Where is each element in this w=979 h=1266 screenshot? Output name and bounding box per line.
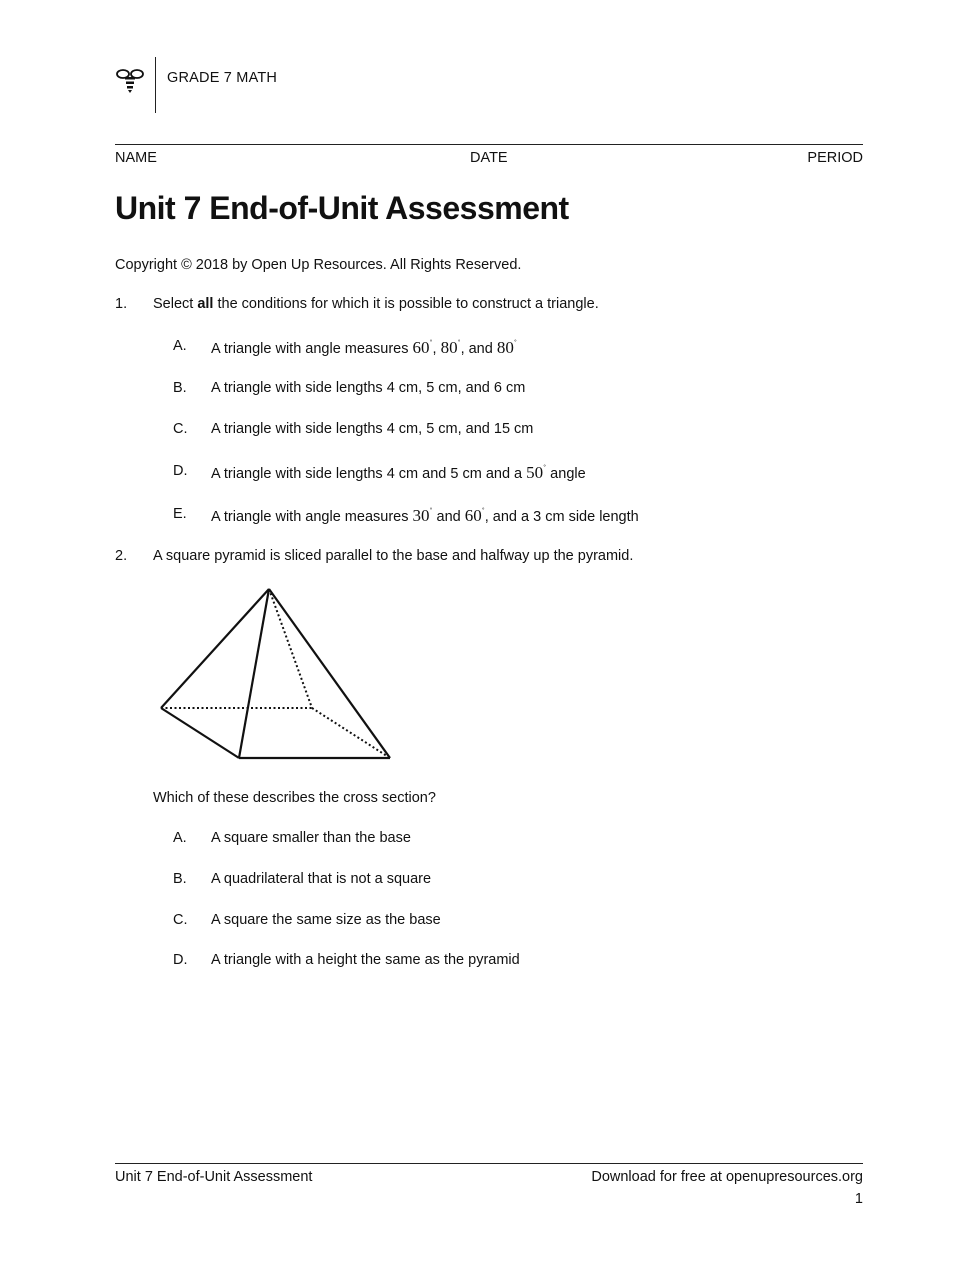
q1-option-e[interactable]: A triangle with angle measures 30˚ and 60˚, and a 3 cm side length xyxy=(211,506,639,525)
name-label: NAME xyxy=(115,150,157,166)
option-letter: A. xyxy=(173,830,187,846)
q1-option-d[interactable]: A triangle with side lengths 4 cm and 5 cm and a 50˚ angle xyxy=(211,463,586,482)
q2-option-d[interactable]: A triangle with a height the same as the pyramid xyxy=(211,952,520,968)
question-1-number: 1. xyxy=(115,296,128,312)
question-2-number: 2. xyxy=(115,548,128,564)
q2-option-b[interactable]: A quadrilateral that is not a square xyxy=(211,871,432,887)
pyramid-solid-edges xyxy=(161,589,390,758)
page-title: Unit 7 End-of-Unit Assessment xyxy=(115,190,569,226)
period-label: PERIOD xyxy=(807,150,863,166)
option-letter: C. xyxy=(173,912,188,928)
footer-download-link[interactable]: Download for free at openupresources.org xyxy=(591,1169,863,1185)
question-2-prompt: Which of these describes the cross section? xyxy=(153,790,436,806)
copyright-line: Copyright © 2018 by Open Up Resources. All Rights Reserved. xyxy=(115,257,522,273)
pyramid-hidden-edges xyxy=(161,589,390,758)
grade-label: GRADE 7 MATH xyxy=(167,70,278,86)
date-label: DATE xyxy=(470,150,508,166)
option-letter: E. xyxy=(173,506,187,522)
option-letter: B. xyxy=(173,380,187,396)
header-divider xyxy=(155,57,156,113)
bee-logo-icon xyxy=(114,64,146,96)
option-letter: D. xyxy=(173,952,188,968)
question-2-text: A square pyramid is sliced parallel to the base and halfway up the pyramid. xyxy=(153,548,634,564)
option-letter: B. xyxy=(173,871,187,887)
q1-option-c[interactable]: A triangle with side lengths 4 cm, 5 cm, and 15 cm xyxy=(211,421,534,437)
top-rule xyxy=(115,144,863,145)
option-letter: D. xyxy=(173,463,188,479)
option-letter: A. xyxy=(173,338,187,354)
square-pyramid-figure xyxy=(150,580,400,770)
footer-title: Unit 7 End-of-Unit Assessment xyxy=(115,1169,313,1185)
question-1-text: Select all the conditions for which it is possible to construct a triangle. xyxy=(153,296,599,312)
option-letter: C. xyxy=(173,421,188,437)
q1-option-a[interactable]: A triangle with angle measures 60˚, 80˚, and 80˚ xyxy=(211,338,517,357)
q1-option-b[interactable]: A triangle with side lengths 4 cm, 5 cm, and 6 cm xyxy=(211,380,526,396)
q2-option-a[interactable]: A square smaller than the base xyxy=(211,830,411,846)
q2-option-c[interactable]: A square the same size as the base xyxy=(211,912,441,928)
footer-rule xyxy=(115,1163,863,1164)
page-number: 1 xyxy=(854,1191,863,1207)
